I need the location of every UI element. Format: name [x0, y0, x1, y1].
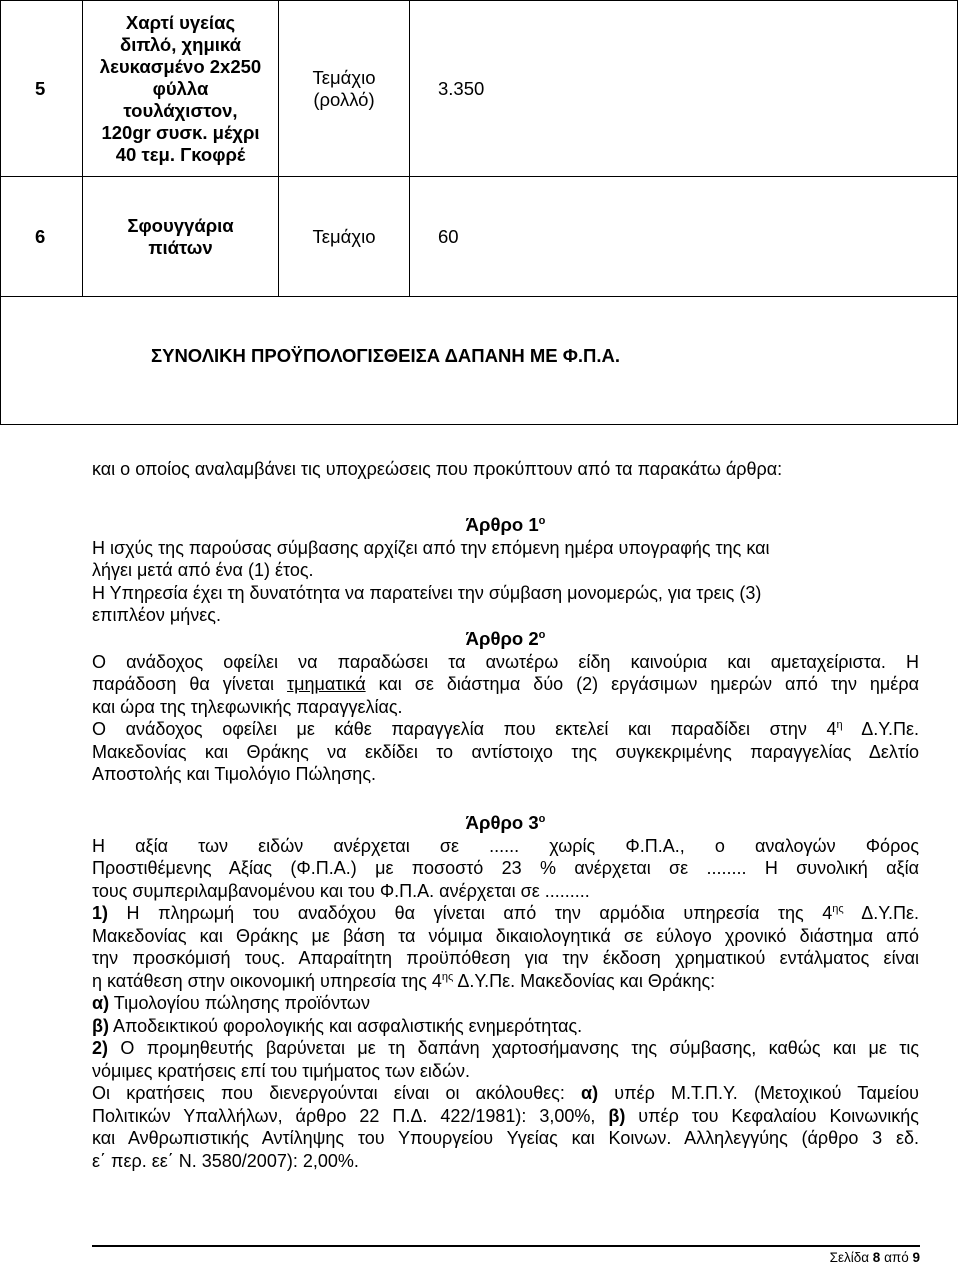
item-quantity: 60 [410, 177, 958, 297]
table-row [1, 1, 958, 177]
item-description: Σφουγγάρια πιάτων [83, 177, 279, 297]
page-number: Σελίδα 8 από 9 [829, 1250, 920, 1265]
article-2: Άρθρο $2^o$ Ο ανάδοχος οφείλει να παραδώσει τα ανωτέρω είδη καινούρια και αμεταχείριστα. Η παράδοση θα γίνεται τμηματικά και σε διάστημα δύο (2) εργάσιμων ημερών από την ημέρα και ώρα της τηλεφωνικής παραγγελίας. Ο ανάδοχος οφείλει με κάθε παραγγελία που εκτελεί και παραδίδει στην $4^\eta$ Δ.Υ.Πε. Μακεδονίας και Θράκης να εκδίδει το αντίστοιχο της συγκεκριμένης παραγγελίας Δελτίο Αποστολής και Τιμολόγιο Πώλησης. [92, 628, 919, 784]
total-row [1, 297, 958, 425]
table-row [1, 177, 958, 297]
article-2-heading: Άρθρο $2^o$ [465, 628, 546, 649]
footer-divider [92, 1245, 920, 1247]
item-unit: Τεμάχιο (ρολλό) [279, 1, 410, 177]
item-description: Χαρτί υγείας διπλό, χημικά λευκασμένο 2x250 φύλλα τουλάχιστον, 120gr συσκ. μέχρι 40 τεμ. Γκοφρέ [83, 1, 279, 177]
total-label: ΣΥΝΟΛΙΚΗ ΠΡΟΫΠΟΛΟΓΙΣΘΕΙΣΑ ΔΑΠΑΝΗ ΜΕ Φ.Π.Α. [1, 297, 958, 425]
article-3: Άρθρο $3^o$ Η αξία των ειδών ανέρχεται σε ...... χωρίς Φ.Π.Α., ο αναλογών Φόρος Προστιθέμενης Αξίας (Φ.Π.Α.) με ποσοστό 23 % ανέρχεται σε ........ Η συνολική αξία τους συμπεριλαμβανομένου και του Φ.Π.Α. ανέρχεται σε ......... 1) Η πληρωμή του αναδόχου θα γίνεται από την αρμόδια υπηρεσία της $4^{\eta\varsigma}$ Δ.Υ.Πε. Μακεδονίας και Θράκης με βάση τα νόμιμα δικαιολογητικά σε εύλογο χρονικό διάστημα από την προσκόμισή τους. Απαραίτητη προϋπόθεση για την έκδοση χρηματικού εντάλματος είναι η κατάθεση στην οικονομική υπηρεσία της $4^{\eta\varsigma}$ Δ.Υ.Πε. Μακεδονίας και Θράκης: α) Τιμολογίου πώλησης προϊόντων β) Αποδεικτικού φορολογικής και ασφαλιστικής ενημερότητας. 2) Ο προμηθευτής βαρύνεται με τη δαπάνη χαρτοσήμανσης της σύμβασης, καθώς και με τις νόμιμες κρατήσεις επί του τιμήματος των ειδών. Οι κρατήσεις που διενεργούνται είναι οι ακόλουθες: α) υπέρ Μ.Τ.Π.Υ. (Μετοχικού Ταμείου Πολιτικών Υπαλλήλων, άρθρο 22 Π.Δ. 422/1981): 3,00%, β) υπέρ του Κεφαλαίου Κοινωνικής και Ανθρωπιστικής Αντίληψης του Υπουργείου Υγείας και Κοινων. Αλληλεγγύης (άρθρο 3 εδ. ε΄ περ. εε΄ Ν. 3580/2007): 2,00%. [92, 812, 919, 1171]
items-table [0, 0, 958, 425]
article-1-heading: Άρθρο $1^o$ [465, 514, 546, 535]
item-number: 5 [1, 1, 83, 177]
item-number: 6 [1, 177, 83, 297]
item-quantity: 3.350 [410, 1, 958, 177]
article-1: Άρθρο $1^o$ Η ισχύς της παρούσας σύμβασης αρχίζει από την επόμενη ημέρα υπογραφής της και λήγει μετά από ένα (1) έτος. Η Υπηρεσία έχει τη δυνατότητα να παρατείνει την σύμβαση μονομερώς, για τρεις (3) επιπλέον μήνες. [92, 514, 919, 627]
article-3-heading: Άρθρο $3^o$ [465, 812, 546, 833]
intro-paragraph: και ο οποίος αναλαμβάνει τις υποχρεώσεις που προκύπτουν από τα παρακάτω άρθρα: [92, 459, 783, 479]
item-unit: Τεμάχιο [279, 177, 410, 297]
